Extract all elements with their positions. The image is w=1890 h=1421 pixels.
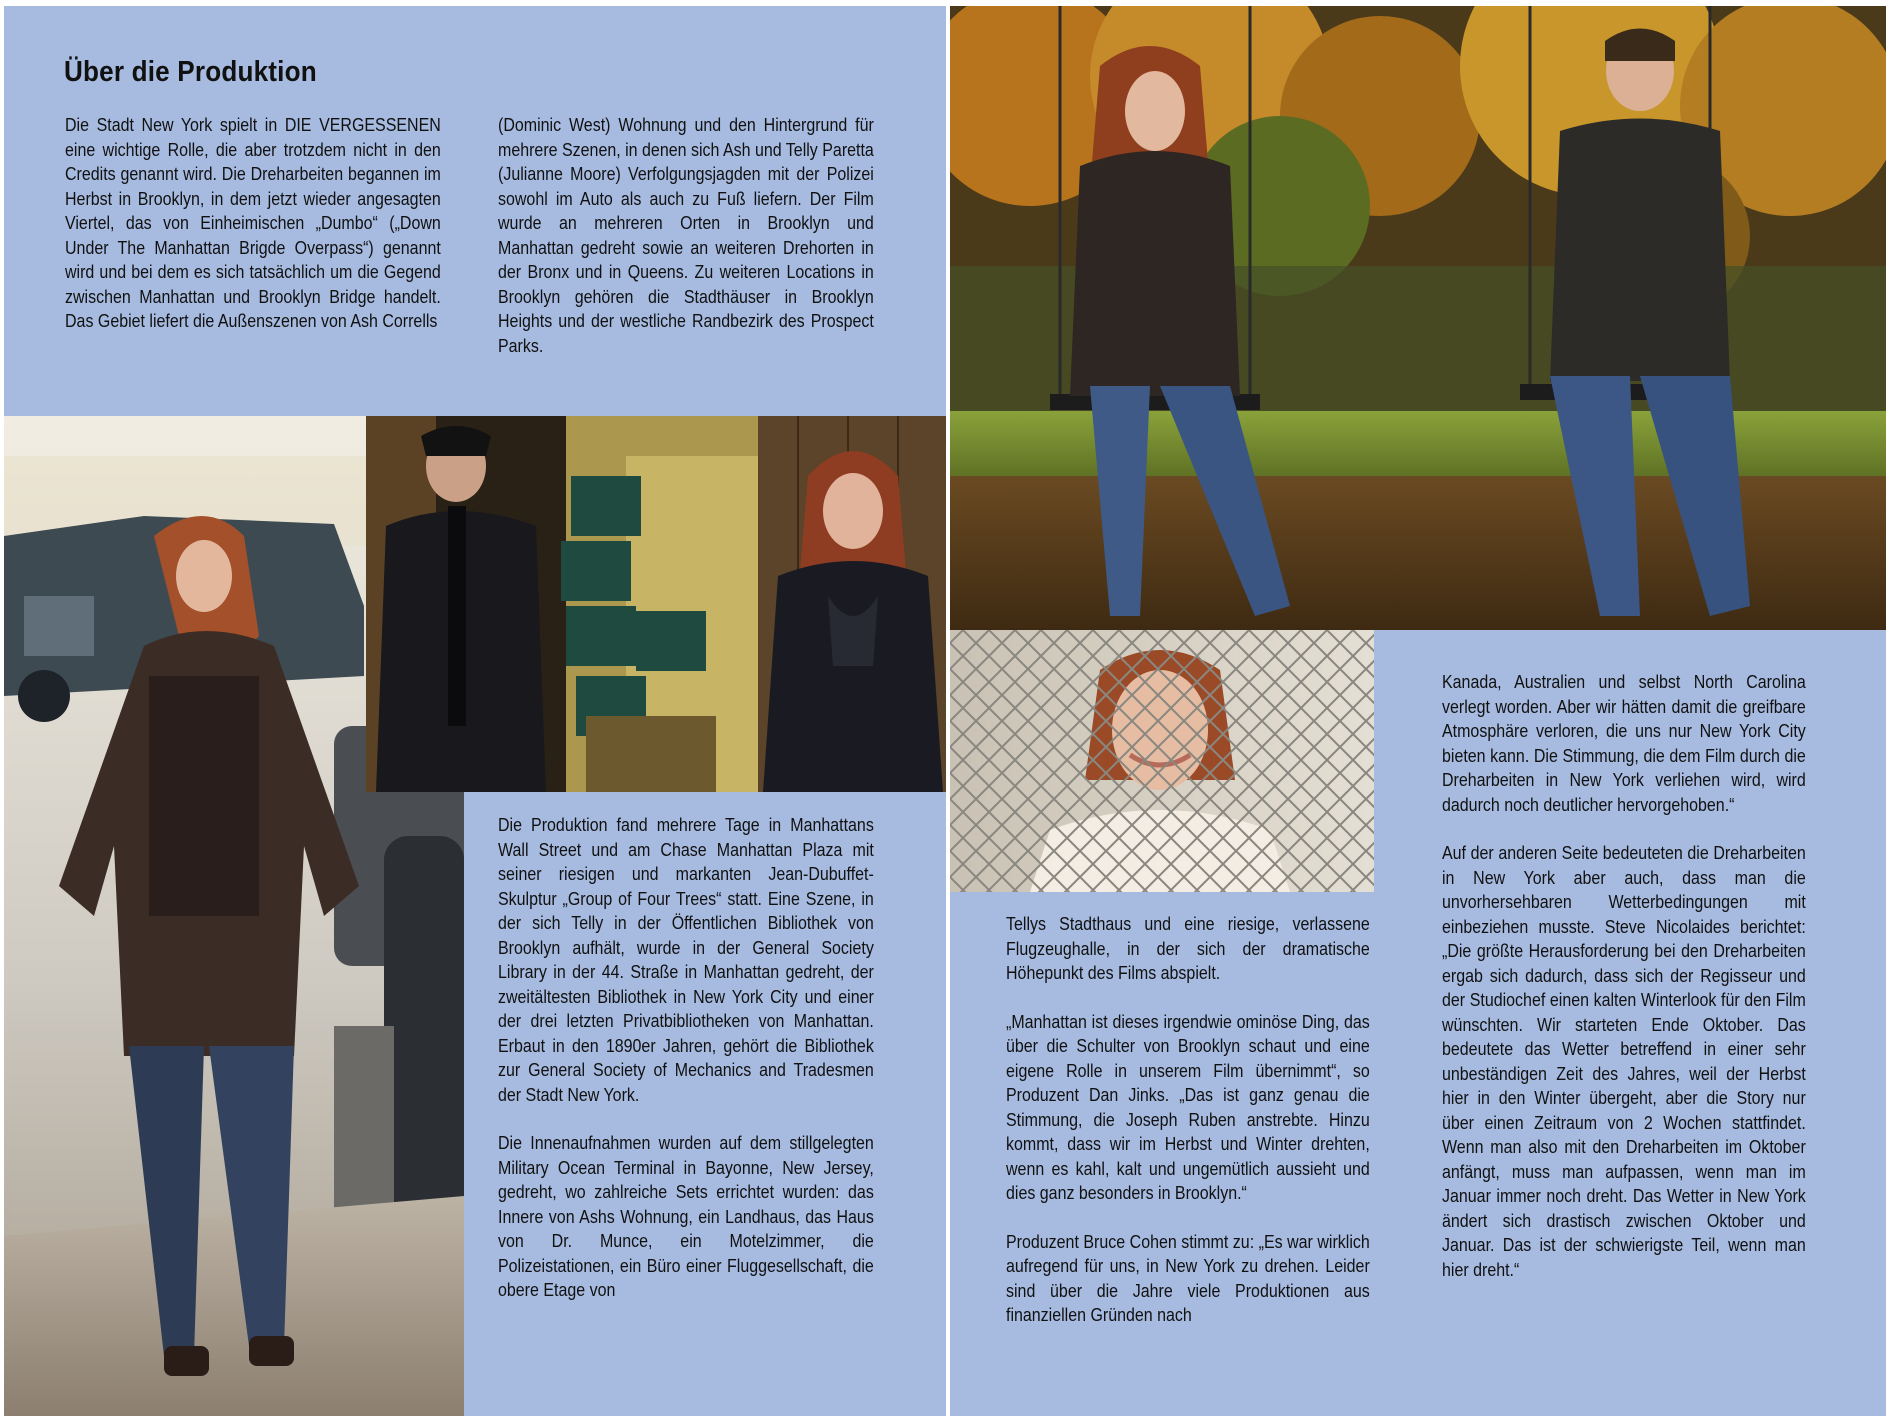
paragraph: Produzent Bruce Cohen stimmt zu: „Es war wirklich aufregend für uns, in New York zu drehen. Leider sind über die Jahre viele Produktionen aus finanziellen Gründen nach: [1006, 1230, 1370, 1325]
right-page: [950, 6, 1886, 1416]
paragraph: Die Produktion fand mehrere Tage in Manhattans Wall Street und am Chase Manhattan Plaza mit seiner riesigen und markanten Jean-Dubuffet-Skulptur „Group of Four Trees“ statt. Eine Szene, in der sich Telly in der Öffentlichen Bibliothek von Brooklyn aufhält, wurde in der General Society Library in der 44. Straße in Manhattan gedreht, der zweitältesten Bibliothek in New York City und einer der drei letzten Privatbibliotheken von Manhattan. Erbaut in den 1890er Jahren, gehört die Bibliothek zur General Society of Mechanics and Tradesmen der Stadt New York.: [498, 814, 874, 1105]
left-page: [4, 6, 946, 1416]
paragraph: Auf der anderen Seite bedeuteten die Dreharbeiten in New York aber auch, dass man die unvorhersehbaren Wetterbedingungen mit einbeziehen musste. Steve Nicolaides berichtet: „Die größte Herausforderung bei den Dreharbeiten ergab sich dadurch, dass sich der Regisseur und der Studiochef einen kalten Winterlook für den Film wünschten. Wir starteten Ende Oktober. Das bedeutete das Wetter betreffend in einer sehr unbeständigen Zeit des Jahres, weil der Herbst hier in den Winter übergeht, aber die Story nur über einen Zeitraum von 2 Wochen stattfindet. Wenn man also mit den Dreharbeiten im Oktober anfängt, muss man aufpassen, wenn man im Januar immer noch dreht. Das Wetter in New York ändert sich drastisch zwischen Oktober und Januar. Das ist der schwierigste Teil, wenn man hier dreht.“: [1442, 842, 1806, 1280]
photo-man-with-boxes: [366, 416, 758, 792]
page-heading: Über die Produktion: [64, 56, 317, 88]
right-col2-body: [1442, 670, 1806, 1282]
left-col2-body: [498, 813, 874, 1303]
paragraph: Die Innenaufnahmen wurden auf dem stillgelegten Military Ocean Terminal in Bayonne, New Jersey, gedreht, wo zahlreiche Sets errichtet wurden: das Innere von Ashs Wohnung, ein Landhaus, das Haus von Dr. Munce, ein Motelzimmer, die Polizeistationen, ein Büro einer Fluggesellschaft, die obere Etage von: [498, 1132, 874, 1300]
photo-swings-park: [950, 6, 1886, 630]
photo-woman-indoors: [758, 416, 946, 792]
right-col1-body: [1006, 912, 1370, 1328]
paragraph: Die Stadt New York spielt in DIE VERGESSENEN eine wichtige Rolle, die aber trotzdem nicht in den Credits genannt wird. Die Dreharbeiten begannen im Herbst in Brooklyn, in dem jetzt wieder angesagten Viertel, das von Einheimischen „Dumbo“ („Down Under The Manhattan Brigde Overpass“) genannt wird und bei dem es sich tatsächlich um die Gegend zwischen Manhattan und Brooklyn Bridge handelt. Das Gebiet liefert die Außenszenen von Ash Corrells: [65, 114, 441, 331]
paragraph: (Dominic West) Wohnung und den Hintergrund für mehrere Szenen, in denen sich Ash und Telly Paretta (Julianne Moore) Verfolgungsjagden mit der Polizei sowohl im Auto als auch zu Fuß liefern. Der Film wurde an mehreren Orten in Brooklyn und Manhattan gedreht sowie an weiteren Drehorten in der Bronx und in Queens. Zu weiteren Locations in Brooklyn gehören die Stadthäuser in Brooklyn Heights und der westliche Randbezirk des Prospect Parks.: [498, 114, 874, 356]
paragraph: Tellys Stadthaus und eine riesige, verlassene Flugzeughalle, in der sich der dramatische Höhepunkt des Films abspielt.: [1006, 913, 1370, 983]
paragraph: Kanada, Australien und selbst North Carolina verlegt worden. Aber wir hätten damit die greifbare Atmosphäre verloren, die uns nur New York City bieten kann. Die Stimmung, die dem Film durch die Dreharbeiten in New York verliehen wird, wird dadurch noch deutlicher hervorgehoben.“: [1442, 671, 1806, 815]
left-col2-intro: [498, 113, 874, 358]
photo-woman-fence: [950, 630, 1374, 892]
left-col1-intro: [65, 113, 441, 334]
paragraph: „Manhattan ist dieses irgendwie ominöse Ding, das über die Schulter von Brooklyn schaut und eine eigene Rolle in unserem Film übernimmt“, so Produzent Dan Jinks. „Das ist ganz genau die Stimmung, die Joseph Ruben anstrebte. Hinzu kommt, dass wir im Herbst und Winter drehten, wenn es kahl, kalt und ungemütlich aussieht und dies ganz besonders in Brooklyn.“: [1006, 1010, 1370, 1203]
